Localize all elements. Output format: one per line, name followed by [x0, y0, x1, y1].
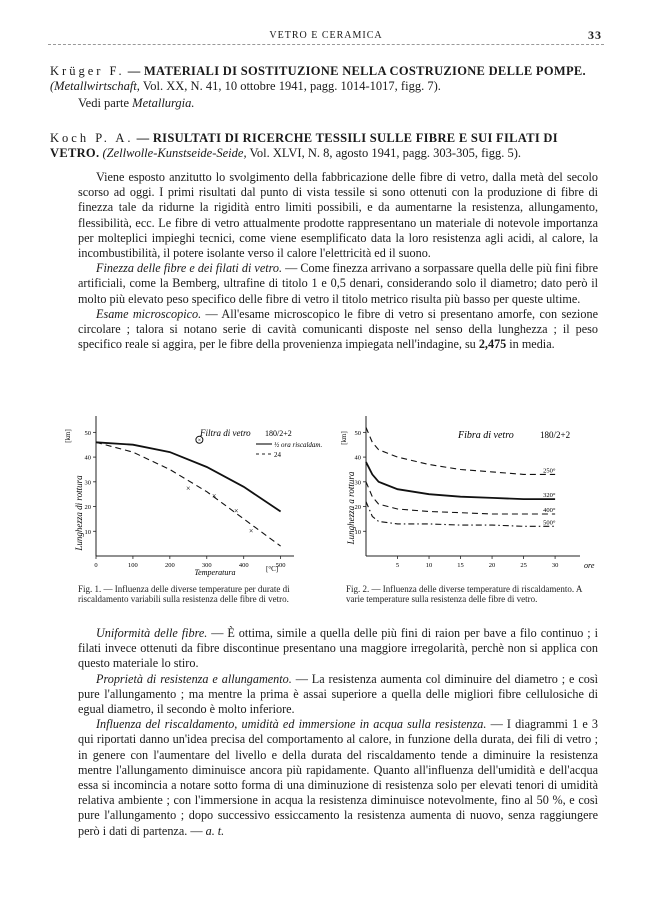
fig2-series-label-2: 400° — [543, 506, 556, 514]
bibliography-entry-2 — [50, 131, 598, 161]
entry-1-author: Krüger F. — [50, 64, 125, 78]
fig2-xtick-label: 20 — [488, 562, 496, 569]
fig2-yunit: [km] — [340, 431, 348, 445]
entry-1-title: — MATERIALI DI SOSTITUZIONE NELLA COSTRUZIONE DELLE POMPE. — [127, 64, 586, 78]
paragraph-microscopic-tail: in media. — [509, 337, 555, 352]
fig2-xunit: ore — [584, 561, 595, 570]
fig1-ytick-label: 20 — [84, 504, 91, 512]
fig1-xtick-label: 200 — [164, 562, 175, 569]
paragraph-heating — [78, 717, 598, 839]
fig1-point-circled-x: × — [197, 437, 202, 444]
fig1-ytick-label: 10 — [84, 528, 91, 536]
fig2-xtick-label: 10 — [425, 562, 433, 569]
paragraph-uniformity-heading: Uniformità delle fibre. — [96, 626, 208, 640]
paragraph-heating-text: — I diagrammi 1 e 3 qui riportati danno un'idea precisa del comportamento al calore, in funzione della durata, dei fili di vetro ; in genere con l'aumentare del livello e della durata del riscaldamento tende a diminuire la resistenza mentre l'allungamento diminuisce ancora più rapidamente. Quanto all'influenza dell'umidità e dell'acqua essa si incomincia a notare sotto forma di una diminuzione di resistenza solo per elevati tenori di umidità relativa ambiente ; con l'immersione in acqua la resistenza diminuisce notevolmente, fino al 50 %, e così pure l'allungamento ; dopo successivo essiccamento la resistenza aumenta di nuovo, senza raggiungere però i dati di partenza. — — [78, 717, 599, 838]
paragraph-history: Viene esposto anzitutto lo svolgimento della fabbricazione delle fibre di vetro, dalla metà del secolo scorso ad oggi. I primi risultati dal punto di vista tessile si sono ottenuti con la produzione di fibre di finezza tale da ridurne la rigidità entro limiti possibili, e da aumentarne la resistenza, allungamento, flessibilità, ecc. Le fibre di vetro attualmente prodotte rappresentano un materiale di notevole importanza per molteplici impieghi tecnici, come viene esemplificato data la loro resistenza agli acidi, al calore, la incombustibilità, il potere isolante verso il calore l'elettricità ed il suono. — [78, 170, 598, 261]
figure-2-chart — [338, 408, 600, 578]
fig1-legend-s1: ½ ora riscaldam. — [274, 441, 322, 449]
entry-1-see-also: Vedi parte — [78, 96, 130, 110]
fig1-yunit: [km] — [64, 429, 72, 443]
fig2-ytick-label: 30 — [354, 479, 361, 487]
fig2-series-label-1: 320° — [543, 492, 556, 500]
fig2-series-label-3: 500° — [543, 519, 556, 527]
fig1-ytick-label: 30 — [84, 479, 91, 487]
entry-2-journal: (Zellwolle-Kunstseide-Seide, — [102, 146, 247, 160]
paragraph-finezza-text: — Come finezza arrivano a sorpassare quella delle più fini fibre artificiali, come la Bemberg, ultrafine di titolo 1 e 0,5 denari, considerando solo il diametro; dato però il molto più elevato peso specifico delle fibre di vetro il titolo metrico risulta più basso per queste ultime. — [78, 261, 598, 306]
paragraph-heating-heading: Influenza del riscaldamento, umidità ed immersione in acqua sulla resistenza. — [96, 717, 487, 732]
entry-1-citation: Vol. XX, N. 41, 10 ottobre 1941, pagg. 1014-1017, figg. 7). — [142, 79, 441, 93]
paragraph-microscopic-heading: Esame microscopico. — [96, 306, 202, 321]
running-header — [48, 28, 604, 45]
page-number: 33 — [588, 28, 602, 42]
fig2-ytick-label: 40 — [354, 454, 361, 462]
fig1-xlabel: Temperatura — [194, 568, 236, 577]
paragraph-properties — [78, 672, 598, 718]
fig1-ytick-label: 40 — [84, 454, 91, 462]
fig1-xtick-label: 500 — [275, 562, 286, 569]
fig1-ylabel: Lunghezza di rottura — [74, 475, 84, 551]
fig2-legend-title: Fibra di vetro — [458, 430, 514, 441]
specific-weight-value: 2,475 — [478, 337, 507, 352]
figure-2-caption: Fig. 2. — Influenza delle diverse temperature di riscaldamento. A varie temperature sulla resistenza delle fibre di vetro. — [346, 584, 582, 604]
paragraph-properties-text: — La resistenza aumenta col diminuire del diametro ; e così pure l'allungamento ; ma mentre la prima è assai superiore a quella delle migliori fibre cellulosiche di egual diametro, il secondo è molto inferiore. — [78, 671, 599, 717]
fig2-xtick-label: 30 — [551, 562, 559, 569]
fig1-point-x: × — [211, 491, 217, 501]
fig2-xtick-label: 15 — [457, 562, 464, 569]
fig1-legend-s2: 24 — [274, 451, 281, 459]
entry-1-journal: (Metallwirtschaft, — [50, 79, 140, 93]
fig2-ylabel: Lunghezza a rottura — [346, 471, 356, 545]
paragraph-microscopic — [78, 307, 598, 353]
fig1-xunit: [°C] — [266, 565, 279, 573]
fig1-legend-code: 180/2+2 — [265, 429, 292, 438]
paragraph-heating-signature: a. t. — [205, 823, 225, 838]
fig2-legend-code: 180/2+2 — [540, 430, 571, 440]
fig1-xtick-label: 100 — [128, 562, 138, 569]
bibliography-entry-1 — [50, 64, 598, 111]
fig2-ytick-label: 20 — [354, 504, 361, 512]
fig2-xtick-label: 25 — [520, 562, 527, 569]
fig1-point-x: × — [234, 506, 239, 516]
fig2-series-label-0: 250° — [543, 467, 556, 475]
fig1-xtick-label: 300 — [201, 562, 212, 569]
figure-1-caption: Fig. 1. — Influenza delle diverse temperature per durate di riscaldamento variabili sulla resistenza delle fibre di vetro. — [78, 584, 290, 604]
paragraph-finezza — [78, 261, 598, 307]
body-bottom — [78, 626, 598, 839]
figure-1-chart — [60, 408, 322, 578]
paragraph-uniformity — [78, 626, 598, 672]
paragraph-microscopic-text: — All'esame microscopico le fibre di vetro si presentano amorfe, con sezione circolare ; talora si notano serie di cavità comunicanti disposte nel senso della lunghezza ; il peso specifico reale si aggira, per le fibre della provenienza impiegata nell'indagine, su — [78, 306, 599, 352]
body-top — [78, 170, 598, 352]
paragraph-finezza-heading: Finezza delle fibre e dei filati di vetro. — [96, 261, 283, 276]
fig2-xtick-label: 5 — [395, 562, 400, 569]
entry-1-see-also-target: Metallurgia. — [132, 96, 195, 110]
paragraph-properties-heading: Proprietà di resistenza e allungamento. — [96, 671, 292, 686]
fig2-ytick-label: 10 — [354, 528, 361, 536]
entry-2-citation: Vol. XLVI, N. 8, agosto 1941, pagg. 303-305, figg. 5). — [249, 146, 522, 160]
running-title: VETRO E CERAMICA — [269, 30, 383, 41]
paragraph-uniformity-text: — È ottima, simile a quella delle più fini di raion per bave a filo continuo ; i filati invece ottenuti da fibre discontinue presentano una maggiore irregolarità, perchè non si applica con questo materiale lo stiro. — [78, 626, 599, 671]
fig1-legend-title: Filtra di vetro — [200, 428, 251, 438]
entry-2-author: Koch P. A. — [50, 131, 134, 145]
fig1-point-x: × — [248, 526, 254, 536]
fig1-xtick-label: 0 — [94, 562, 98, 569]
fig1-ytick-label: 50 — [84, 429, 91, 437]
entry-2-title: — RISULTATI DI RICERCHE TESSILI SULLE FIBRE E SUI FILATI DI VETRO. — [50, 131, 558, 160]
fig1-point-x: × — [186, 484, 191, 494]
fig2-ytick-label: 50 — [354, 429, 361, 437]
fig1-xtick-label: 400 — [238, 562, 249, 569]
